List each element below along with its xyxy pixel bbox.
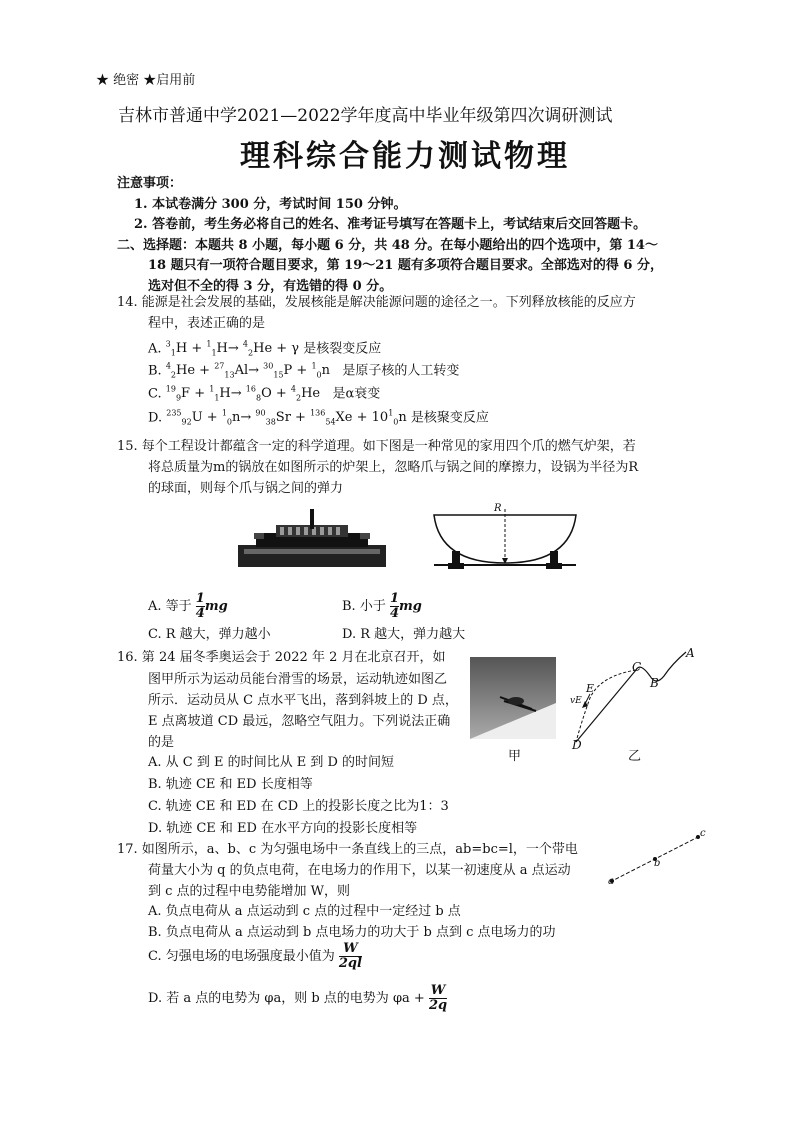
q17-option-a: A. 负点电荷从 a 点运动到 c 点的过程中一定经过 b 点 — [148, 904, 461, 919]
figure-label-yi: 乙 — [628, 749, 642, 764]
notice-item-1: 1. 本试卷满分 300 分，考试时间 150 分钟。 — [134, 197, 407, 212]
q17-option-c — [148, 942, 362, 971]
pot-diagram — [430, 503, 580, 579]
exam-subtitle: 吉林市普通中学2021—2022学年度高中毕业年级第四次调研测试 — [118, 106, 613, 126]
q15-option-a-mg: mg — [204, 599, 228, 614]
point-a-label: a — [608, 876, 614, 887]
frac-num: W — [430, 983, 446, 998]
q16-stem-3: 所示．运动员从 C 点水平飞出，落到斜坡上的 D 点， — [148, 693, 458, 708]
frac-num: W — [339, 942, 362, 957]
frac-num: 1 — [389, 591, 400, 606]
point-d-label: D — [572, 738, 582, 752]
point-c-label: C — [632, 660, 642, 674]
q17-stem-3: 到 c 点的过程中电势能增加 W，则 — [148, 884, 351, 899]
q15-stem-3: 的球面，则每个爪与锅之间的弹力 — [148, 481, 344, 496]
q14-option-b-text: 是原子核的人工转变 — [342, 363, 460, 379]
q15-option-a — [148, 592, 228, 621]
q15-option-d: D. R 越大，弹力越大 — [342, 627, 466, 642]
q15-option-b-fraction — [390, 592, 399, 621]
q14-option-b-equation: $^4_2$He + $^{27}_{13}$Al→ $^{30}_{15}$P + $^1_0$n — [165, 362, 339, 380]
confidential-label: ★ 绝密 ★启用前 — [96, 73, 196, 88]
q16-option-a: A. 从 C 到 E 的时间比从 E 到 D 的时间短 — [148, 755, 395, 770]
q17-option-b: B. 负点电荷从 a 点运动到 b 点电场力的功大于 b 点到 c 点电场力的功 — [148, 925, 556, 940]
point-e-label: E — [586, 682, 595, 695]
q17-option-d-fraction — [429, 984, 447, 1013]
q14-option-a-text: 是核裂变反应 — [303, 341, 382, 357]
q14-option-d — [148, 403, 489, 434]
q16-option-d: D. 轨迹 CE 和 ED 在水平方向的投影长度相等 — [148, 821, 418, 836]
q15-option-b-mg: mg — [399, 599, 422, 614]
field-line-diagram — [600, 828, 710, 890]
q14-option-c-equation: $^{19}_9$F + $^1_1$H→ $^{16}_8$O + $^4_2$He — [165, 385, 329, 403]
q14-option-d-equation: $^{235}_{92}U + ^1_0n\to ^{90}_{38}Sr + ^{136}_{54}Xe + 10^1_0n$ — [166, 409, 407, 427]
section-instructions-1: 二、选择题：本题共 8 小题，每小题 6 分，共 48 分。在每小题给出的四个选项中，第 14～ — [117, 238, 658, 253]
notice-item-2: 2. 答卷前，考生务必将自己的姓名、准考证号填写在答题卡上，考试结束后交回答题卡。 — [134, 217, 647, 232]
q14-option-b-label: B. — [148, 363, 162, 379]
frac-den: 2q — [428, 998, 448, 1013]
point-b-label: b — [654, 858, 661, 869]
point-a-label: A — [686, 646, 695, 660]
q17-stem-2: 荷量大小为 q 的负点电荷，在电场力的作用下，以某一初速度从 a 点运动 — [148, 863, 571, 878]
q16-option-b: B. 轨迹 CE 和 ED 长度相等 — [148, 777, 313, 792]
q15-stem-2: 将总质量为m的锅放在如图所示的炉架上，忽略爪与锅之间的摩擦力，设锅为半径为R — [148, 460, 639, 475]
point-b-label: B — [650, 676, 659, 690]
q17-stem-1: 17. 如图所示，a、b、c 为匀强电场中一条直线上的三点，ab=bc=l，一个带电 — [117, 842, 578, 857]
q14-option-c-text: 是α衰变 — [332, 386, 381, 402]
q14-option-c-label: C. — [148, 386, 162, 402]
frac-den: 4 — [389, 606, 400, 621]
radius-label: R — [494, 503, 502, 514]
velocity-e-label: vE — [570, 696, 582, 706]
frac-den: 2ql — [338, 956, 362, 971]
q15-stem-1: 15. 每个工程设计都蕴含一定的科学道理。如下图是一种常见的家用四个爪的燃气炉架，若 — [117, 439, 636, 454]
q15-option-c: C. R 越大，弹力越小 — [148, 627, 271, 642]
q16-stem-1: 16. 第 24 届冬季奥运会于 2022 年 2 月在北京召开，如 — [117, 650, 446, 665]
q17-option-d — [148, 984, 447, 1013]
exam-title: 理科综合能力测试物理 — [240, 139, 570, 174]
q15-option-b-text: B. 小于 — [342, 599, 386, 614]
ski-jump-photo — [470, 657, 556, 739]
q17-option-c-fraction — [339, 942, 362, 971]
q16-stem-4: E 点离坡道 CD 最远，忽略空气阻力。下列说法正确 — [148, 714, 451, 729]
q16-stem-2: 图甲所示为运动员能台滑雪的场景，运动轨迹如图乙 — [148, 672, 448, 687]
frac-num: 1 — [195, 591, 205, 606]
q17-option-d-text: D. 若 a 点的电势为 φa，则 b 点的电势为 φa + — [148, 991, 425, 1006]
q14-option-d-label: D. — [148, 410, 163, 426]
q14-stem-1: 14. 能源是社会发展的基础，发展核能是解决能源问题的途径之一。下列释放核能的反应方 — [117, 295, 636, 310]
q15-option-b — [342, 592, 422, 621]
q14-option-a-equation: $^3_1$H + $^1_1$H→ $^4_2$He + γ — [165, 340, 300, 358]
q14-option-d-text: 是核聚变反应 — [410, 410, 489, 426]
gas-stove-photo — [236, 503, 388, 571]
frac-den: 4 — [195, 606, 205, 621]
q14-stem-2: 程中，表述正确的是 — [148, 316, 266, 331]
notice-heading: 注意事项： — [117, 176, 183, 191]
point-c-label: c — [700, 828, 706, 839]
trajectory-diagram — [560, 646, 700, 752]
q15-option-a-fraction — [196, 592, 205, 621]
section-instructions-2: 18 题只有一项符合题目要求，第 19～21 题有多项符合题目要求。全部选对的得 6 分， — [148, 258, 663, 273]
q15-option-a-text: A. 等于 — [148, 599, 192, 614]
q17-option-c-text: C. 匀强电场的电场强度最小值为 — [148, 949, 335, 964]
q16-option-c: C. 轨迹 CE 和 ED 在 CD 上的投影长度之比为1：3 — [148, 799, 449, 814]
q16-stem-5: 的是 — [148, 735, 175, 750]
section-instructions-3: 选对但不全的得 3 分，有选错的得 0 分。 — [148, 279, 393, 294]
figure-label-jia: 甲 — [508, 749, 522, 764]
q14-option-a-label: A. — [148, 341, 162, 357]
